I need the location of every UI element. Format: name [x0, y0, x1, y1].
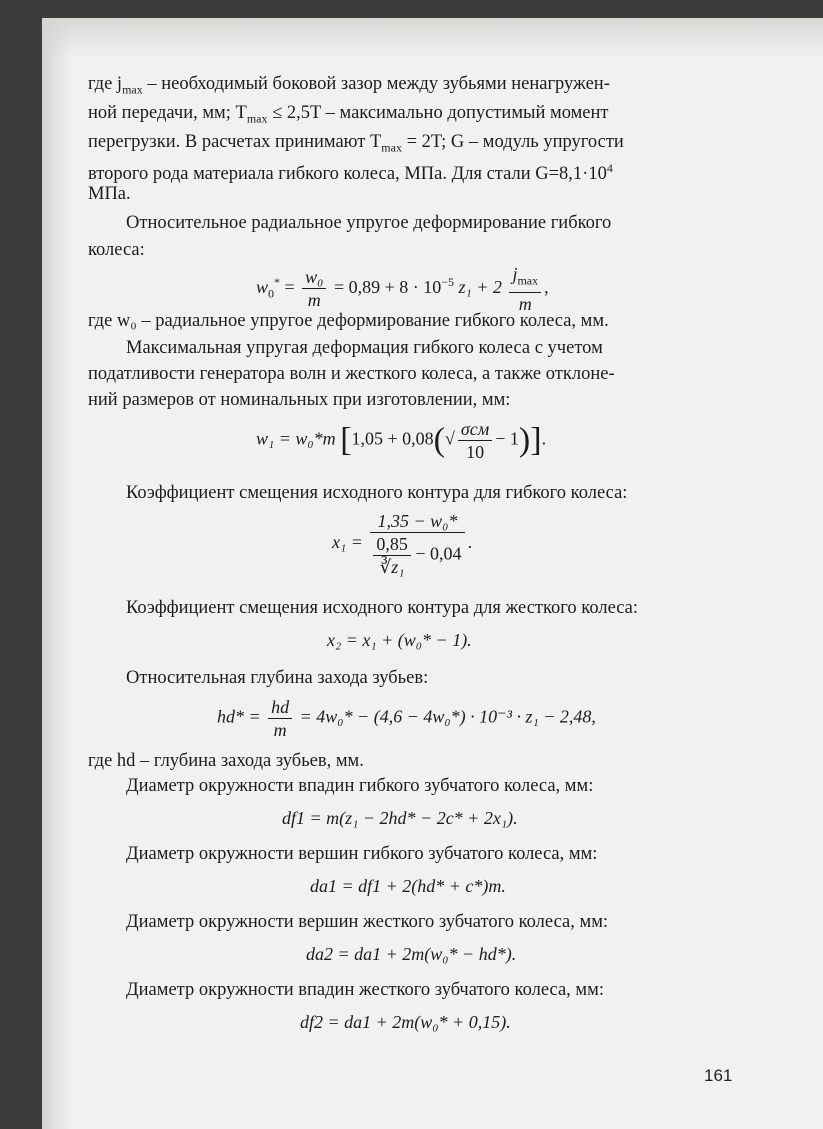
text-line: Относительное радиальное упругое деформирование гибкого: [126, 213, 612, 233]
text-line: Коэффициент смещения исходного контура для гибкого колеса:: [126, 483, 628, 503]
equation-df1: df1 = m(z₁ − 2hd* − 2c* + 2x₁).: [282, 808, 518, 828]
text-line: Максимальная упругая деформация гибкого колеса с учетом: [126, 338, 603, 358]
text-line: ной передачи, мм; $T_{max} \le 2,5T$ – максимально допустимый момент: [88, 103, 609, 126]
equation-x1: x₁ = 1,35 − w₀* $\frac{0,85}{\text{∛z₁}}$ − 0,04 .: [332, 511, 473, 577]
equation-w1: w₁ = w₀*m [1,05 + 0,08(√ $\frac{\text{σсм}}{10}$ − 1)].: [256, 419, 547, 462]
equation-x2: x₂ = x₁ + (w₀* − 1).: [327, 630, 472, 650]
text-line: перегрузки. В расчетах принимают $T_{max} = 2T$; G – модуль упругости: [88, 132, 624, 155]
text-line: Диаметр окружности впадин жесткого зубчатого колеса, мм:: [126, 980, 604, 1000]
book-page: [42, 18, 823, 1129]
text-line: второго рода материала гибкого колеса, МПа. Для стали $G=8,1\cdot 10^4$: [88, 161, 613, 185]
equation-da1: da1 = df1 + 2(hd* + c*)m.: [310, 876, 506, 896]
equation-da2: da2 = da1 + 2m(w₀* − hd*).: [306, 944, 517, 964]
text-line: где $j_{max}$ – необходимый боковой зазор между зубьями ненагружен-: [88, 74, 610, 97]
text-line: колеса:: [88, 240, 145, 260]
text-line: Диаметр окружности вершин жесткого зубчатого колеса, мм:: [126, 912, 609, 932]
text-line: где hd – глубина захода зубьев, мм.: [88, 751, 364, 771]
equation-df2: df2 = da1 + 2m(w₀* + 0,15).: [300, 1012, 511, 1032]
page-content: [42, 18, 823, 1129]
text-line: податливости генератора волн и жесткого колеса, а также отклоне-: [88, 364, 615, 384]
text-line: МПа.: [88, 184, 131, 204]
text-line: Диаметр окружности вершин гибкого зубчатого колеса, мм:: [126, 844, 598, 864]
equation-w0-star: $w_0^*$ = $\frac{\text{w₀}}{m}$ = $0,89 + 8 \cdot 10^{-5}$ z₁ + 2 $\frac{j_{max}}{m}$ ,: [256, 264, 549, 314]
page-number: 161: [704, 1066, 733, 1085]
text-line: ний размеров от номинальных при изготовлении, мм:: [88, 390, 511, 410]
text-line: Диаметр окружности впадин гибкого зубчатого колеса, мм:: [126, 776, 594, 796]
text-line: Коэффициент смещения исходного контура для жесткого колеса:: [126, 598, 639, 618]
equation-hd-star: hd* = $\frac{hd}{m}$ = 4w₀* − (4,6 − 4w₀*) · 10⁻³ · z₁ − 2,48,: [217, 697, 596, 740]
text-line: где w₀ – радиальное упругое деформирование гибкого колеса, мм.: [88, 311, 609, 331]
text-line: Относительная глубина захода зубьев:: [126, 668, 429, 688]
